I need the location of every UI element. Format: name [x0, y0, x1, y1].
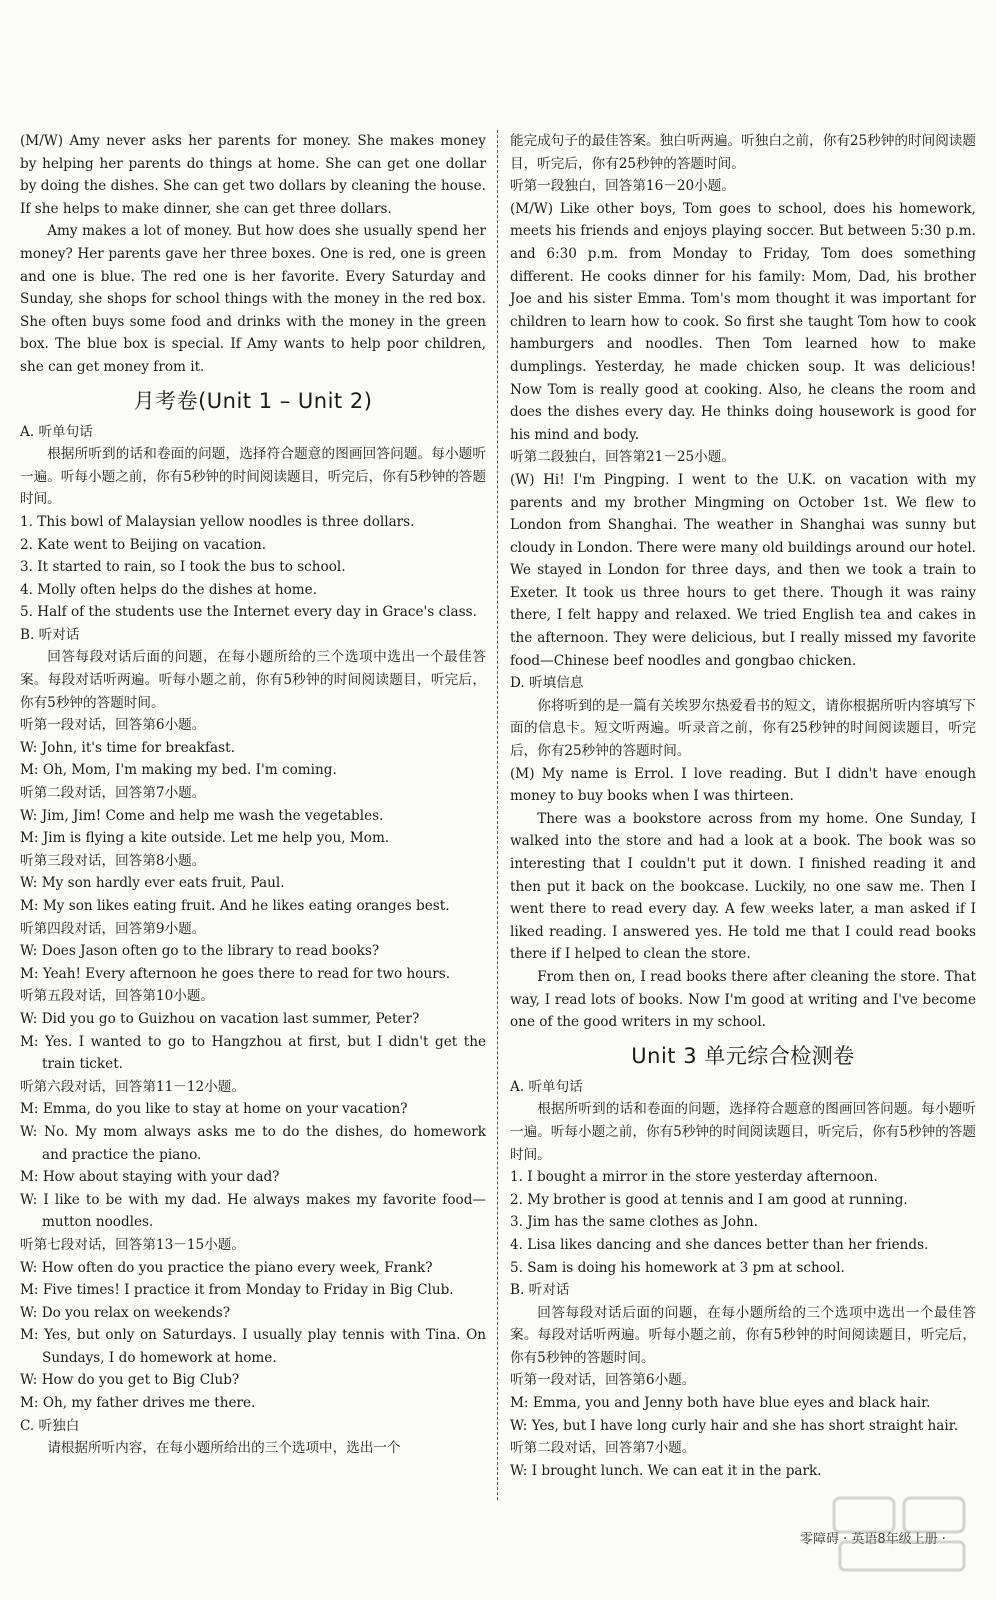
dialog-heading: 听第一段对话，回答第6小题。 — [510, 1372, 696, 1389]
section-a-title: A. 听单句话 — [510, 1078, 583, 1095]
dialog-heading: 听第二段对话，回答第7小题。 — [20, 785, 206, 802]
monologue-heading-1: 听第一段独白，回答第16－20小题。 — [510, 178, 735, 195]
dialog-heading: 听第三段对话，回答第8小题。 — [20, 852, 206, 869]
section-b-title: B. 听对话 — [20, 626, 80, 643]
dialog-line: W: No. My mom always asks me to do the dishes, do homework and practice the piano. — [20, 1123, 486, 1163]
section-c-instructions: 请根据所听内容，在每小题所给出的三个选项中，选出一个 — [47, 1440, 401, 1457]
dialog-line: W: I like to be with my dad. He always makes my favorite food—mutton noodles. — [20, 1191, 486, 1231]
dialog-line: M: Emma, do you like to stay at home on your vacation? — [20, 1101, 408, 1118]
column-divider — [497, 130, 498, 1500]
dialog-line: M: Five times! I practice it from Monday to Friday in Big Club. — [20, 1282, 454, 1299]
dialog-line: W: Jim, Jim! Come and help me wash the vegetables. — [20, 807, 384, 824]
dialog-line: M: Yes, but only on Saturdays. I usually play tennis with Tina. On Sundays, I do homework at home. — [20, 1327, 486, 1366]
dialog-line: W: How do you get to Big Club? — [20, 1372, 240, 1389]
dialog-line: W: John, it's time for breakfast. — [20, 739, 235, 756]
list-item: 5. Sam is doing his homework at 3 pm at school. — [510, 1259, 845, 1276]
dialog-line: W: Yes, but I have long curly hair and she has short straight hair. — [510, 1417, 959, 1434]
list-item: 2. My brother is good at tennis and I am good at running. — [510, 1191, 908, 1208]
passage-errol-paragraph-2: There was a bookstore across from my home. One Sunday, I walked into the store and had a look at a book. The book was so interesting that I couldn't put it down. I finished reading it and then put it back on the bookcase. Luckily, no one saw me. Then I went there to read every day. A few weeks later, a man asked if I liked reading. I answered yes. He told me that I could read books there if I helped to clean the store. — [510, 810, 976, 963]
dialog-line: M: Emma, you and Jenny both have blue eyes and black hair. — [510, 1395, 931, 1412]
monologue-tom: (M/W) Like other boys, Tom goes to school, does his homework, meets his friends and enjoys playing soccer. But between 5:30 p.m. and 6:30 p.m. from Monday to Friday, Tom does something different. He cooks dinner for his family: Mom, Dad, his brother Joe and his sister Emma. Tom's mom thought it was important for children to learn how to cook. So first she taught Tom how to cook hamburgers and noodles. Then Tom learned how to make dumplings. Yesterday, he made chicken soup. It was delicious! Now Tom is really good at cooking. Also, he cleans the room and does the dishes every day. He thinks doing housework is good for his mind and body. — [510, 200, 976, 443]
section-d-title: D. 听填信息 — [510, 675, 584, 692]
monologue-paragraph-1: (M/W) Amy never asks her parents for money. She makes money by helping her parents do things at home. She can get one dollar by doing the dishes. She can get two dollars by cleaning the house. If she helps to make dinner, she can get three dollars. — [20, 133, 486, 217]
section-b-instructions: 回答每段对话后面的问题，在每小题所给的三个选项中选出一个最佳答案。每段对话听两遍。听每小题之前，你有5秒钟的时间阅读题目，听完后，你有5秒钟的答题时间。 — [510, 1304, 976, 1366]
section-a-instructions: 根据所听到的话和卷面的问题，选择符合题意的图画回答问题。每小题听一遍。听每小题之前，你有5秒钟的时间阅读题目，听完后，你有5秒钟的答题时间。 — [510, 1101, 976, 1163]
list-item: 1. I bought a mirror in the store yesterday afternoon. — [510, 1169, 878, 1186]
section-a-instructions: 根据所听到的话和卷面的问题，选择符合题意的图画回答问题。每小题听一遍。听每小题之前，你有5秒钟的时间阅读题目，听完后，你有5秒钟的答题时间。 — [20, 446, 486, 508]
section-heading-unit-3: Unit 3 单元综合检测卷 — [631, 1043, 855, 1068]
list-item: 4. Lisa likes dancing and she dances better than her friends. — [510, 1236, 929, 1253]
list-item: 3. It started to rain, so I took the bus to school. — [20, 559, 346, 576]
dialog-line: M: My son likes eating fruit. And he likes eating oranges best. — [20, 898, 450, 914]
list-item: 5. Half of the students use the Internet every day in Grace's class. — [20, 604, 477, 621]
dialog-line: W: How often do you practice the piano every week, Frank? — [20, 1259, 433, 1276]
section-a-title: A. 听单句话 — [20, 423, 93, 440]
dialog-line: M: Jim is flying a kite outside. Let me help you, Mom. — [20, 830, 390, 847]
dialog-line: M: Oh, Mom, I'm making my bed. I'm coming. — [20, 762, 337, 779]
list-item: 3. Jim has the same clothes as John. — [510, 1214, 758, 1231]
section-a-items — [510, 1166, 976, 1279]
dialog-list — [20, 714, 486, 1414]
watermark-logo-icon — [830, 1490, 980, 1580]
dialog-heading: 听第二段对话，回答第7小题。 — [510, 1440, 696, 1457]
section-a-items — [20, 511, 486, 624]
dialog-heading: 听第七段对话，回答第13－15小题。 — [20, 1236, 245, 1253]
list-item: 1. This bowl of Malaysian yellow noodles is three dollars. — [20, 513, 415, 530]
dialog-line: M: How about staying with your dad? — [20, 1169, 280, 1186]
dialog-line: W: Did you go to Guizhou on vacation last summer, Peter? — [20, 1010, 420, 1027]
section-d-instructions: 你将听到的是一篇有关埃罗尔热爱看书的短文，请你根据所听内容填写下面的信息卡。短文听两遍。听录音之前，你有25秒钟的时间阅读题目，听完后，你有25秒钟的答题时间。 — [510, 697, 976, 760]
passage-errol-paragraph-3: From then on, I read books there after cleaning the store. That way, I read lots of books. Now I'm good at writing and I've become one of the good writers in my school. — [510, 968, 976, 1031]
dialog-line: W: I brought lunch. We can eat it in the park. — [510, 1462, 822, 1479]
dialog-line: M: Oh, my father drives me there. — [20, 1395, 256, 1412]
monologue-paragraph-2: Amy makes a lot of money. But how does she usually spend her money? Her parents gave her three boxes. One is red, one is green and one is blue. The red one is her favorite. Every Saturday and Sunday, she shops for school things with the money in the red box. She often buys some food and drinks with the money in the green box. The blue box is special. If Amy wants to help poor children, she can get money from it. — [20, 223, 486, 375]
section-heading-monthly-test: 月考卷(Unit 1 – Unit 2) — [133, 388, 373, 413]
dialog-heading: 听第一段对话，回答第6小题。 — [20, 717, 206, 734]
dialog-heading: 听第四段对话，回答第9小题。 — [20, 920, 206, 937]
dialog-line: W: My son hardly ever eats fruit, Paul. — [20, 875, 285, 892]
list-item: 4. Molly often helps do the dishes at home. — [20, 581, 318, 598]
list-item: 2. Kate went to Beijing on vacation. — [20, 536, 267, 553]
dialog-line: W: Does Jason often go to the library to read books? — [20, 943, 380, 960]
section-b-instructions: 回答每段对话后面的问题，在每小题所给的三个选项中选出一个最佳答案。每段对话听两遍。听每小题之前，你有5秒钟的时间阅读题目，听完后，你有5秒钟的答题时间。 — [20, 649, 486, 711]
monologue-pingping: (W) Hi! I'm Pingping. I went to the U.K. on vacation with my parents and my brother Mingming on October 1st. We flew to London from Shanghai. The weather in Shanghai was sunny but cloudy in London. There were many old buildings around our hotel. We stayed in London for three days, and then we took a train to Exeter. It took us three hours to get there. Though it was rainy there, I felt happy and relaxed. We tried English tea and cakes in the afternoon. They were delicious, but I really missed my favorite food—Chinese beef noodles and gongbao chicken. — [510, 471, 977, 669]
dialog-list — [510, 1369, 976, 1482]
left-column — [20, 130, 486, 1460]
dialog-line: W: Do you relax on weekends? — [20, 1304, 231, 1321]
monologue-heading-2: 听第二段独白，回答第21－25小题。 — [510, 449, 735, 466]
page-footer: 零障碍 · 英语8年级上册 · — [800, 1532, 946, 1547]
section-b-title: B. 听对话 — [510, 1282, 570, 1299]
passage-errol-paragraph-1: (M) My name is Errol. I love reading. But I didn't have enough money to buy books when I was thirteen. — [510, 765, 976, 805]
section-c-title: C. 听独白 — [20, 1417, 80, 1434]
right-column — [510, 130, 976, 1482]
dialog-line: M: Yeah! Every afternoon he goes there to read for two hours. — [20, 965, 451, 982]
dialog-line: M: Yes. I wanted to go to Hangzhou at first, but I didn't get the train ticket. — [20, 1033, 486, 1073]
dialog-heading: 听第六段对话，回答第11－12小题。 — [20, 1078, 245, 1095]
dialog-heading: 听第五段对话，回答第10小题。 — [20, 988, 215, 1005]
section-c-instructions-continued: 能完成句子的最佳答案。独白听两遍。听独白之前，你有25秒钟的时间阅读题目，听完后，你有25秒钟的答题时间。 — [510, 133, 976, 172]
